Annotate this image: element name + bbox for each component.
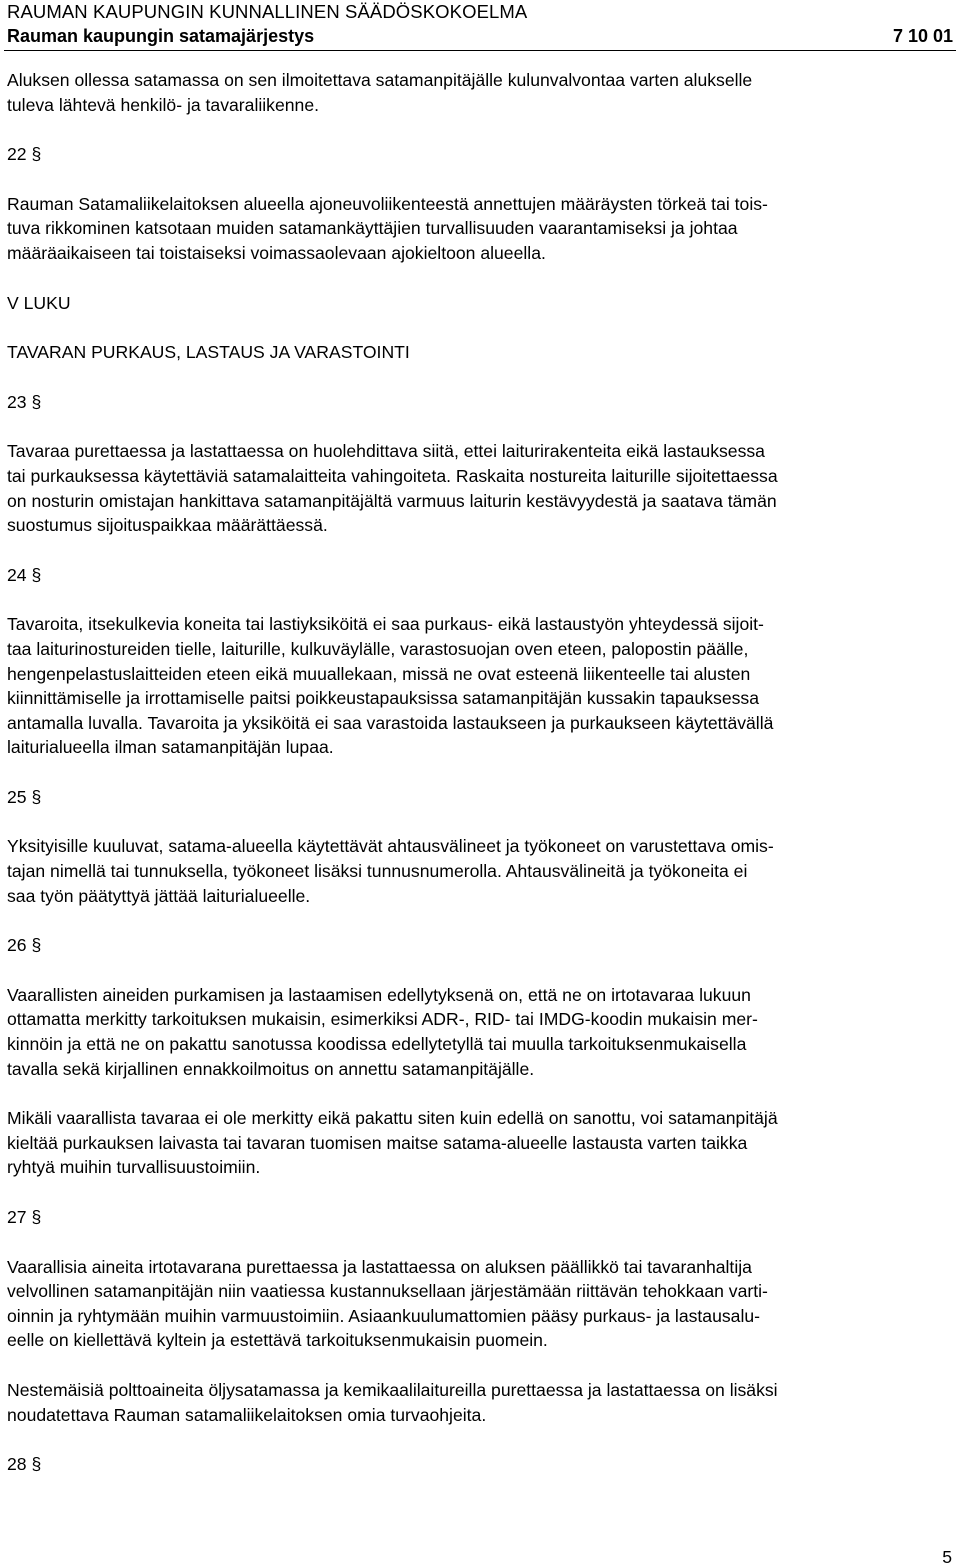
paragraph bbox=[7, 439, 955, 537]
paragraph bbox=[7, 834, 955, 908]
paragraph bbox=[7, 1255, 955, 1353]
text-line: Aluksen ollessa satamassa on sen ilmoitettava satamanpitäjälle kulunvalvontaa varten alukselle bbox=[7, 70, 753, 90]
text-line: Vaarallisia aineita irtotavarana purettaessa ja lastattaessa on aluksen päällikkö tai tavaranhaltija bbox=[7, 1256, 752, 1277]
section-heading: 27 § bbox=[7, 1207, 42, 1227]
paragraph bbox=[7, 612, 955, 760]
header-divider bbox=[4, 50, 956, 51]
document-body bbox=[7, 68, 955, 1502]
section-heading: 22 § bbox=[7, 144, 42, 165]
text-line: laiturialueella ilman satamanpitäjän lupaa. bbox=[7, 737, 334, 758]
text-line: Nestemäisiä polttoaineita öljysatamassa ja kemikaalilaitureilla purettaessa ja lastattaessa on lisäksi bbox=[7, 1379, 778, 1400]
text-line: tai purkauksessa käytettäviä satamalaitteita vahingoiteta. Raskaita nostureita laiturille sijoitettaessa bbox=[7, 465, 778, 486]
text-line: tavalla sekä kirjallinen ennakkoilmoitus on annettu satamanpitäjälle. bbox=[7, 1058, 535, 1079]
section-heading: 25 § bbox=[7, 786, 42, 807]
section-heading: 28 § bbox=[7, 1454, 42, 1475]
paragraph bbox=[7, 1378, 955, 1427]
section-heading: TAVARAN PURKAUS, LASTAUS JA VARASTOINTI bbox=[7, 342, 410, 363]
text-line: Tavaroita, itsekulkevia koneita tai lastiyksiköitä ei saa purkaus- eikä lastaustyön yhteydessä sijoit- bbox=[7, 614, 764, 635]
text-line: oinnin ja ryhtymään muihin varmuustoimiin. Asiaankuulumattomien pääsy purkaus- ja lastausalu- bbox=[7, 1305, 760, 1326]
text-line: velvollinen satamanpitäjän niin vaatiessa kustannuksellaan järjestämään riittävän tehokkaan varti- bbox=[7, 1281, 768, 1302]
text-line: Mikäli vaarallista tavaraa ei ole merkitty eikä pakattu siten kuin edellä on sanottu, voi satamanpitäjä bbox=[7, 1108, 778, 1129]
header-title-row bbox=[7, 24, 953, 48]
text-line: kinnöin ja että ne on pakattu sanotussa koodissa edellytetyllä tai muulla tarkoituksenmukaisella bbox=[7, 1034, 747, 1055]
paragraph bbox=[7, 983, 955, 1081]
text-line: määräaikaiseen tai toistaiseksi voimassaolevaan ajokieltoon alueella. bbox=[7, 242, 546, 263]
header-code: 7 10 01 bbox=[892, 26, 953, 46]
text-line: Tavaraa purettaessa ja lastattaessa on huolehdittava siitä, ettei laiturirakenteita eikä lastauksessa bbox=[7, 441, 765, 462]
section-heading: 26 § bbox=[7, 935, 42, 956]
text-line: antamalla luvalla. Tavaroita ja yksiköitä ei saa varastoida lastaukseen ja purkaukseen käytettävällä bbox=[7, 712, 774, 733]
text-line: noudatettava Rauman satamaliikelaitoksen omia turvaohjeita. bbox=[7, 1404, 487, 1425]
text-line: Yksityisille kuuluvat, satama-alueella käytettävät ahtausvälineet ja työkoneet on varustettava omis- bbox=[7, 836, 774, 857]
text-line: Vaarallisten aineiden purkamisen ja lastaamisen edellytyksenä on, että ne on irtotavaraa lukuun bbox=[7, 984, 751, 1005]
page-number: 5 bbox=[942, 1547, 952, 1567]
text-line: kiinnittämiselle ja irrottamiselle paitsi poikkeustapauksissa satamanpitäjän kussakin tapauksessa bbox=[7, 688, 760, 709]
text-line: saa työn päätyttyä jättää laiturialueelle. bbox=[7, 885, 311, 906]
document-header bbox=[7, 0, 953, 48]
paragraph bbox=[7, 192, 955, 266]
text-line: eelle on kiellettävä kyltein ja estettävä tarkoituksenmukaisin puomein. bbox=[7, 1330, 548, 1351]
section-heading: 23 § bbox=[7, 391, 42, 412]
text-line: ryhtyä muihin turvallisuustoimiin. bbox=[7, 1157, 261, 1178]
paragraph bbox=[7, 68, 955, 117]
text-line: on nosturin omistajan hankittava satamanpitäjältä varmuus laiturin kestävyydestä ja saatava tämän bbox=[7, 490, 777, 511]
text-line: suostumus sijoituspaikkaa määrättäessä. bbox=[7, 515, 328, 536]
section-heading: 24 § bbox=[7, 564, 42, 585]
text-line: Rauman Satamaliikelaitoksen alueella ajoneuvoliikenteestä annettujen määräysten törkeä tai tois- bbox=[7, 193, 768, 214]
header-organization: RAUMAN KAUPUNGIN KUNNALLINEN SÄÄDÖSKOKOELMA bbox=[7, 1, 528, 22]
text-line: tajan nimellä tai tunnuksella, työkoneet lisäksi tunnusnumerolla. Ahtausvälineitä ja työkoneita ei bbox=[7, 861, 748, 882]
text-line: taa laiturinostureiden tielle, laiturille, kulkuväylälle, varastosuojan oven eteen, palopostin päälle, bbox=[7, 638, 749, 659]
text-line: tuva rikkominen katsotaan muiden satamankäyttäjien turvallisuuden vaarantamiseksi ja johtaa bbox=[7, 218, 738, 239]
paragraph bbox=[7, 1106, 955, 1180]
text-line: kieltää purkauksen laivasta tai tavaran tuomisen maitse satama-alueelle lastausta varten taikka bbox=[7, 1132, 748, 1153]
text-line: tuleva lähtevä henkilö- ja tavaraliikenne. bbox=[7, 94, 319, 115]
text-line: hengenpelastuslaitteiden eteen eikä muuallekaan, missä ne ovat esteenä liikenteelle tai alusten bbox=[7, 663, 751, 684]
section-heading: V LUKU bbox=[7, 292, 71, 313]
header-title: Rauman kaupungin satamajärjestys bbox=[7, 26, 315, 46]
text-line: ottamatta merkitty tarkoituksen mukaisin, esimerkiksi ADR-, RID- tai IMDG-koodin mukaisin mer- bbox=[7, 1009, 758, 1030]
